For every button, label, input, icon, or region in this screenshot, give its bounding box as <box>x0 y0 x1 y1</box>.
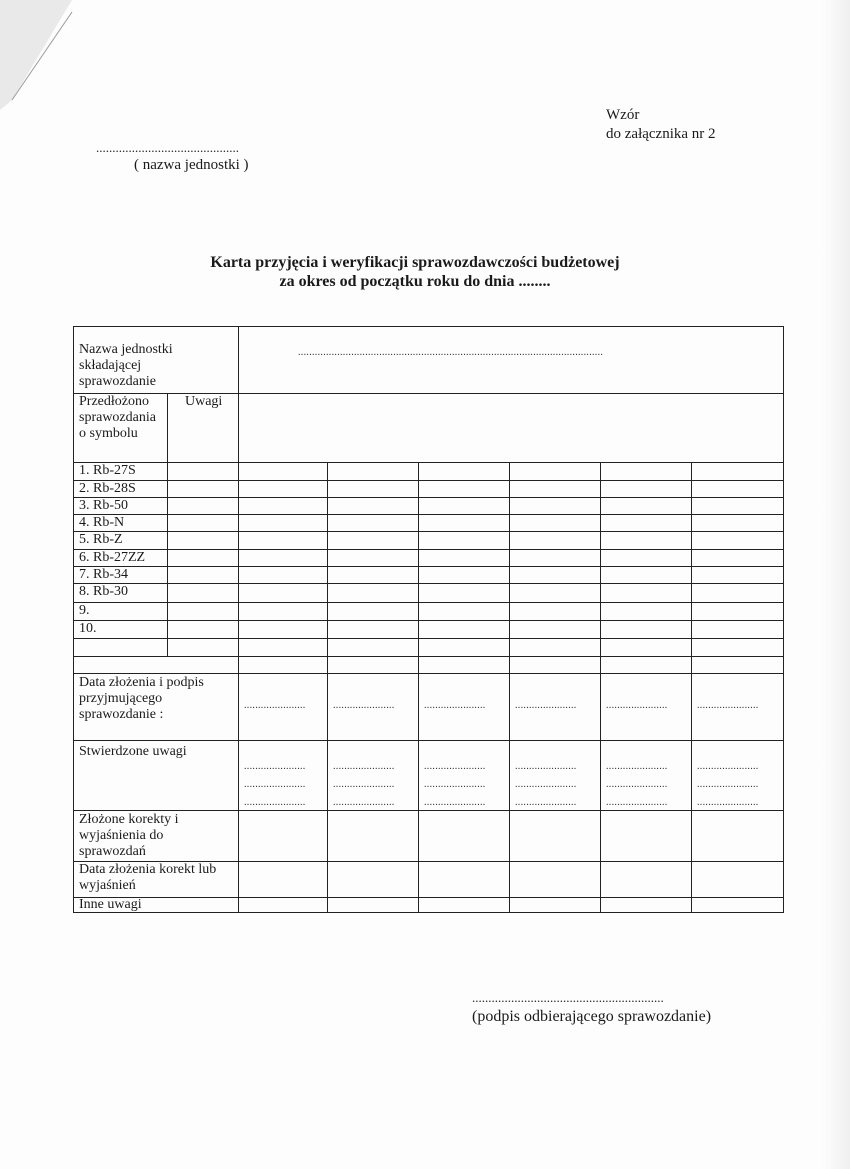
date-signature-dots: ...................... <box>333 701 395 711</box>
other-remarks-label: Inne uwagi <box>79 897 142 912</box>
table-row-line <box>73 810 784 811</box>
found-remarks-dots: ...................... <box>333 798 395 808</box>
found-remarks-dots: ...................... <box>424 780 486 790</box>
report-symbol-row: 7. Rb-34 <box>79 567 128 582</box>
found-remarks-dots: ...................... <box>333 780 395 790</box>
submitted-label: Przedłożono sprawozdania o symbolu <box>79 394 156 441</box>
found-remarks-dots: ...................... <box>697 780 759 790</box>
report-symbol-row: 1. Rb-27S <box>79 463 136 478</box>
report-symbol-row: 9. <box>79 603 90 618</box>
date-signature-dots: ...................... <box>515 701 577 711</box>
found-remarks-dots: ...................... <box>424 762 486 772</box>
table-row-line <box>73 497 784 498</box>
template-note-line2: do załącznika nr 2 <box>606 126 716 142</box>
unit-name-caption: ( nazwa jednostki ) <box>134 157 249 173</box>
report-symbol-row: 3. Rb-50 <box>79 498 128 513</box>
date-signature-dots: ...................... <box>697 701 759 711</box>
submission-date-label: Data złożenia i podpis przyjmującego sprawozdanie : <box>79 675 204 722</box>
table-col-line-data <box>327 462 328 913</box>
found-remarks-dots: ...................... <box>515 762 577 772</box>
found-remarks-dots: ...................... <box>606 780 668 790</box>
table-row-line <box>73 656 784 657</box>
table-col-line-data <box>600 462 601 913</box>
found-remarks-dots: ...................... <box>244 762 306 772</box>
table-row-line <box>73 638 784 639</box>
table-row-line <box>73 583 784 584</box>
page-corner-fold <box>0 0 80 110</box>
report-symbol-row: 4. Rb-N <box>79 515 125 530</box>
report-symbol-row: 8. Rb-30 <box>79 584 128 599</box>
table-row-line <box>73 602 784 603</box>
date-signature-dots: ...................... <box>606 701 668 711</box>
unit-name-blank: ............................................ <box>96 140 239 155</box>
table-row-line <box>73 620 784 621</box>
found-remarks-dots: ...................... <box>333 762 395 772</box>
date-signature-dots: ...................... <box>244 701 306 711</box>
template-note-line1: Wzór <box>606 107 640 123</box>
signature-blank: ........................................................... <box>472 990 664 1005</box>
table-col-line-data <box>691 462 692 913</box>
found-remarks-dots: ...................... <box>515 798 577 808</box>
found-remarks-dots: ...................... <box>697 762 759 772</box>
found-remarks-dots: ...................... <box>244 798 306 808</box>
remarks-label: Uwagi <box>185 394 223 409</box>
date-signature-dots: ...................... <box>424 701 486 711</box>
template-note <box>606 106 716 144</box>
document-title <box>150 253 680 291</box>
table-col-line-data <box>418 462 419 913</box>
found-remarks-dots: ...................... <box>515 780 577 790</box>
report-symbol-row: 5. Rb-Z <box>79 532 123 547</box>
table-row-line <box>73 514 784 515</box>
table-row-line <box>73 549 784 550</box>
table-row-line <box>73 566 784 567</box>
corrections-label: Złożone korekty i wyjaśnienia do sprawozdań <box>79 812 179 859</box>
found-remarks-dots: ...................... <box>606 798 668 808</box>
title-line2: za okres od początku roku do dnia ........ <box>279 273 551 290</box>
unit-name-dots: ............................................................................................................. <box>298 348 604 358</box>
found-remarks-dots: ...................... <box>424 798 486 808</box>
unit-name-label: Nazwa jednostki składającej sprawozdanie <box>79 342 173 389</box>
scan-edge-shadow <box>822 0 850 1169</box>
report-symbol-row: 2. Rb-28S <box>79 481 136 496</box>
found-remarks-dots: ...................... <box>697 798 759 808</box>
found-remarks-dots: ...................... <box>244 780 306 790</box>
signature-caption: (podpis odbierającego sprawozdanie) <box>472 1008 712 1025</box>
table-row-line <box>73 462 784 463</box>
found-remarks-dots: ...................... <box>606 762 668 772</box>
title-line1: Karta przyjęcia i weryfikacji sprawozdawczości budżetowej <box>210 254 620 271</box>
table-row-line <box>73 531 784 532</box>
table-row-line <box>73 393 784 394</box>
verification-table <box>73 326 784 913</box>
found-remarks-label: Stwierdzone uwagi <box>79 744 187 759</box>
table-row-line <box>73 480 784 481</box>
corrections-date-label: Data złożenia korekt lub wyjaśnień <box>79 862 217 893</box>
table-row-line <box>73 740 784 741</box>
table-border-top <box>73 326 784 327</box>
report-symbol-row: 10. <box>79 621 97 636</box>
table-col-line-data <box>509 462 510 913</box>
report-symbol-row: 6. Rb-27ZZ <box>79 550 146 565</box>
table-row-line <box>73 673 784 674</box>
